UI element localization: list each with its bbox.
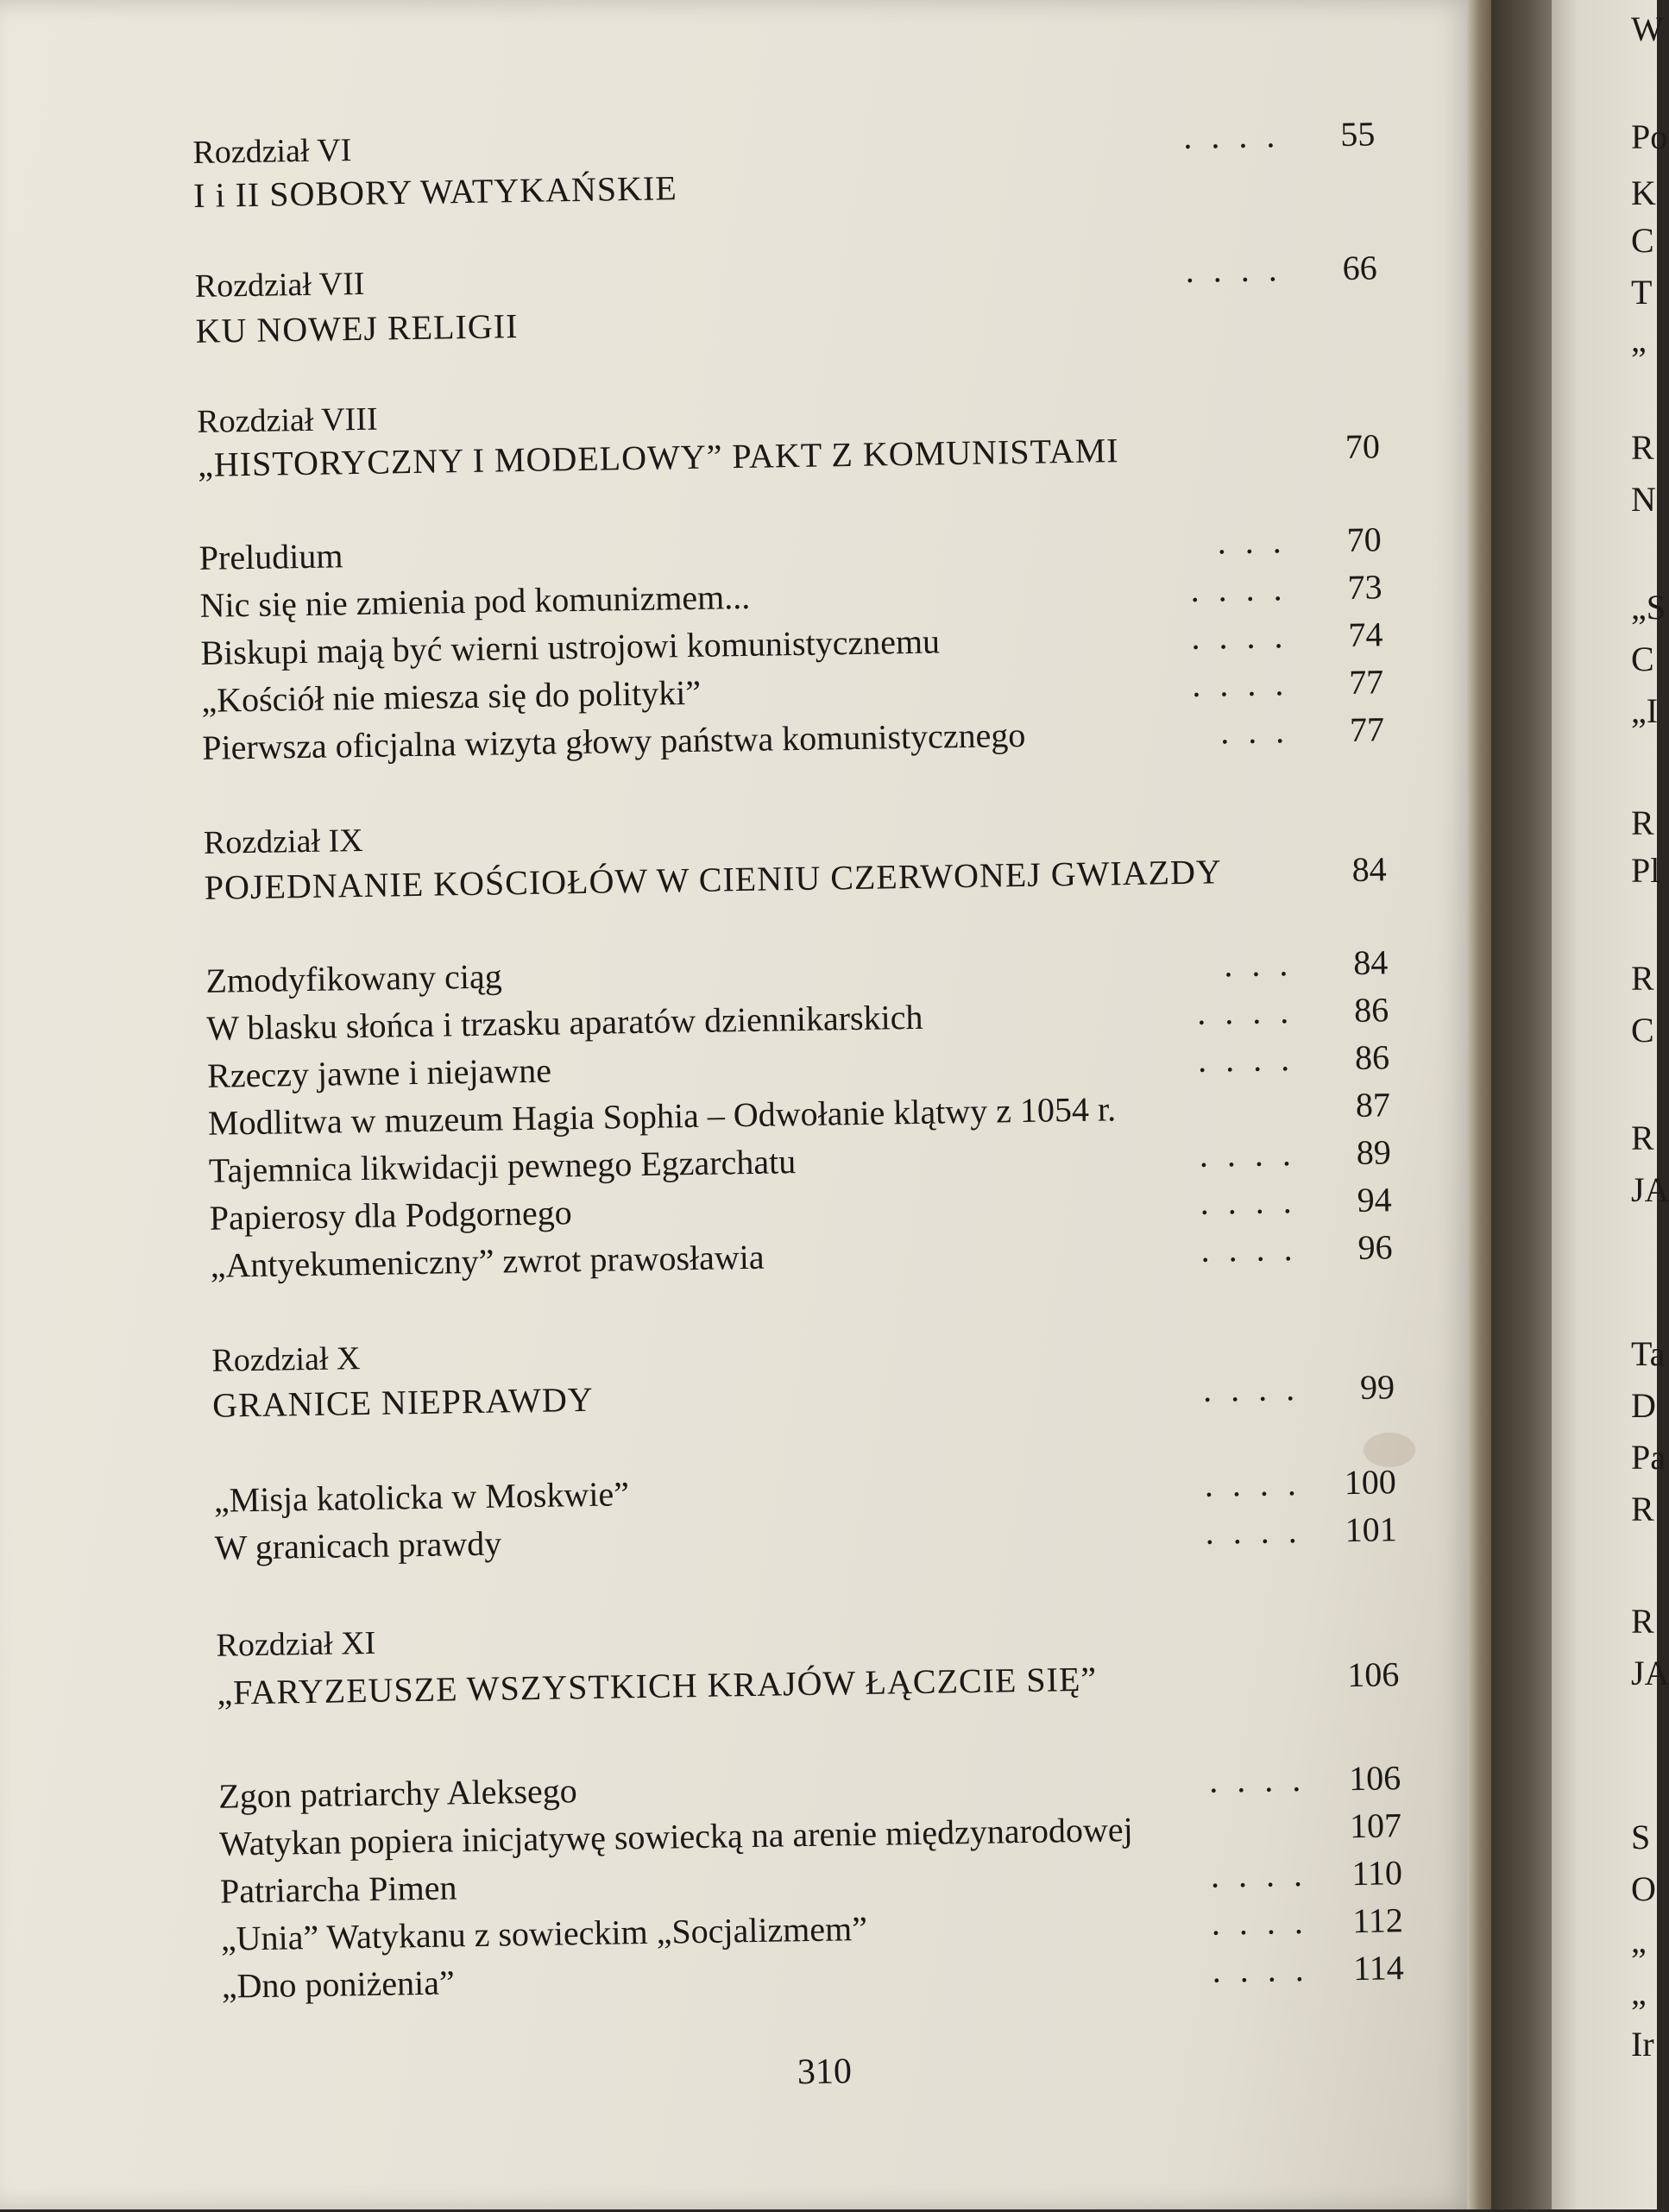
section-title: Pierwsza oficjalna wizyta głowy państwa komunistycznego (201, 715, 1026, 767)
section-title: Biskupi mają być wierni ustrojowi komunistycznemu (200, 621, 941, 672)
page-ref: 106 (1346, 1654, 1400, 1695)
facing-page-fragment: „S (1631, 588, 1666, 627)
chapter-title: GRANICE NIEPRAWDY (211, 1379, 595, 1425)
facing-page-fragment: Ta (1631, 1334, 1666, 1373)
facing-page-fragment: O (1631, 1869, 1656, 1908)
page-ref: 70 (1345, 426, 1381, 467)
section-title: Nic się nie zmienia pod komunizmem... (199, 577, 751, 625)
page-ref: 66 (1342, 248, 1378, 288)
page-ref: 110 (1351, 1853, 1403, 1894)
section-title: „Dno poniżenia” (221, 1963, 456, 2006)
section-title: Modlitwa w muzeum Hagia Sophia – Odwołanie klątwy z 1054 r. (207, 1089, 1117, 1143)
leader-dots: ... (1217, 520, 1301, 562)
page-ref: 94 (1357, 1180, 1392, 1219)
facing-page-fragment: Pa (1631, 1438, 1666, 1477)
leader-dots: .... (1210, 1854, 1322, 1895)
page-ref: 70 (1346, 520, 1382, 559)
facing-page-fragment: S (1631, 1818, 1651, 1856)
facing-page-fragment: „ (1631, 320, 1647, 359)
chapter-title: I i II SOBORY WATYKAŃSKIE (192, 168, 678, 215)
facing-page-fragment: R (1631, 1119, 1654, 1157)
page-ref: 74 (1348, 614, 1383, 654)
facing-page-fragment: JA (1631, 1654, 1669, 1692)
leader-dots: .... (1205, 1510, 1317, 1552)
leader-dots: ... (1223, 943, 1307, 985)
facing-page-fragment: T (1631, 273, 1653, 312)
section-title: W blasku słońca i trzasku aparatów dziennikarskich (206, 997, 923, 1048)
chapter-title: „FARYZEUSZE WSZYSTKICH KRAJÓW ŁĄCZCIE SIĘ” (217, 1659, 1098, 1712)
facing-page-fragment: D (1631, 1386, 1656, 1425)
leader-dots: .... (1212, 1949, 1323, 1990)
page-number: 310 (797, 2051, 853, 2093)
section-title: Tajemnica likwidacji pewnego Egzarchatu (208, 1142, 797, 1190)
chapter-title: KU NOWEJ RELIGII (195, 306, 519, 350)
leader-dots: .... (1200, 1181, 1312, 1222)
chapter-label: Rozdział XI (216, 1624, 376, 1664)
section-title: Zgon patriarchy Aleksego (217, 1771, 578, 1816)
page-ref: 99 (1359, 1367, 1395, 1407)
leader-dots: .... (1208, 1759, 1320, 1800)
page-ref: 96 (1357, 1227, 1393, 1267)
section-title: Watykan popiera inicjatywę sowiecką na arenie międzynarodowej (218, 1810, 1133, 1863)
facing-page-fragment: „ (1631, 1973, 1647, 2012)
facing-page-fragment: JA (1631, 1170, 1669, 1209)
leader-dots: .... (1199, 1133, 1311, 1175)
page-ref: 101 (1345, 1509, 1397, 1550)
section-title: „Unia” Watykanu z sowieckim „Socjalizmem” (220, 1908, 868, 1958)
page-ref: 84 (1351, 849, 1387, 889)
page-ref: 89 (1356, 1132, 1392, 1172)
section-title: Preludium (198, 536, 343, 577)
section-title: W granicach prawdy (214, 1523, 502, 1567)
book-gutter (1491, 0, 1552, 2209)
chapter-title: POJEDNANIE KOŚCIOŁÓW W CIENIU CZERWONEJ GWIAZDY (204, 852, 1223, 907)
page-edge (1467, 0, 1491, 2209)
section-title: „Antyekumeniczny” zwrot prawosławia (210, 1237, 765, 1285)
facing-page-fragment: R (1631, 1602, 1654, 1641)
facing-page-fragment: C (1631, 1011, 1654, 1049)
leader-dots: .... (1200, 1228, 1312, 1270)
chapter-label: Rozdział X (211, 1340, 361, 1379)
section-title: Patriarcha Pimen (219, 1868, 457, 1911)
facing-page-fragment: N (1631, 480, 1656, 519)
leader-dots: .... (1197, 1038, 1309, 1080)
facing-page-fragment: Po (1631, 117, 1668, 156)
facing-page-fragment: „ (1631, 1921, 1647, 1960)
page-ref: 55 (1339, 114, 1376, 154)
page-ref: 77 (1349, 709, 1385, 749)
section-title: Rzeczy jawne i niejawne (206, 1050, 552, 1095)
page-ref: 77 (1348, 662, 1384, 702)
chapter-label: Rozdział VI (192, 132, 352, 171)
facing-page-fragment: „I (1631, 691, 1659, 730)
facing-page-fragment: R (1631, 428, 1654, 467)
chapter-label: Rozdział VII (194, 265, 365, 305)
leader-dots: .... (1196, 991, 1308, 1032)
leader-dots: .... (1211, 1901, 1323, 1943)
section-title: Papierosy dla Podgornego (209, 1193, 573, 1238)
page-ref: 112 (1351, 1900, 1404, 1941)
leader-dots: .... (1202, 1368, 1314, 1409)
leader-dots: .... (1182, 115, 1294, 156)
leader-dots: .... (1185, 249, 1297, 290)
section-title: Zmodyfikowany ciąg (205, 956, 503, 1000)
page-ref: 73 (1347, 567, 1382, 607)
page-ref: 107 (1349, 1806, 1402, 1846)
chapter-title: „HISTORYCZNY I MODELOWY” PAKT Z KOMUNISTAMI (197, 431, 1119, 484)
page-ref: 86 (1354, 1037, 1390, 1077)
facing-page-fragment: W (1631, 9, 1664, 48)
page-ref: 86 (1353, 990, 1389, 1030)
chapter-label: Rozdział VIII (196, 400, 378, 440)
facing-page-fragment: R (1631, 959, 1654, 998)
leader-dots: .... (1191, 615, 1302, 657)
facing-page-fragment: Ir (1631, 2025, 1654, 2064)
leader-dots: .... (1190, 568, 1301, 609)
facing-page-fragment: R (1631, 804, 1654, 842)
page-ref: 106 (1348, 1758, 1401, 1799)
section-title: „Kościół nie miesza się do polityki” (201, 672, 702, 720)
facing-page-fragment: K (1631, 173, 1656, 212)
section-title: „Misja katolicka w Moskwie” (213, 1474, 630, 1520)
leader-dots: .... (1191, 663, 1303, 704)
chapter-label: Rozdział IX (203, 822, 363, 861)
facing-page-fragment: R (1631, 1490, 1654, 1528)
page-ref: 87 (1355, 1085, 1391, 1125)
facing-page-fragment: C (1631, 640, 1654, 678)
facing-page-fragment: Pl (1631, 851, 1660, 890)
page-ref: 114 (1352, 1948, 1404, 1988)
page-ref: 100 (1344, 1462, 1397, 1503)
leader-dots: .... (1204, 1463, 1316, 1504)
facing-page (1552, 0, 1669, 2209)
facing-page-fragment: C (1631, 221, 1654, 260)
page-ref: 84 (1352, 942, 1389, 982)
leader-dots: ... (1219, 710, 1304, 752)
